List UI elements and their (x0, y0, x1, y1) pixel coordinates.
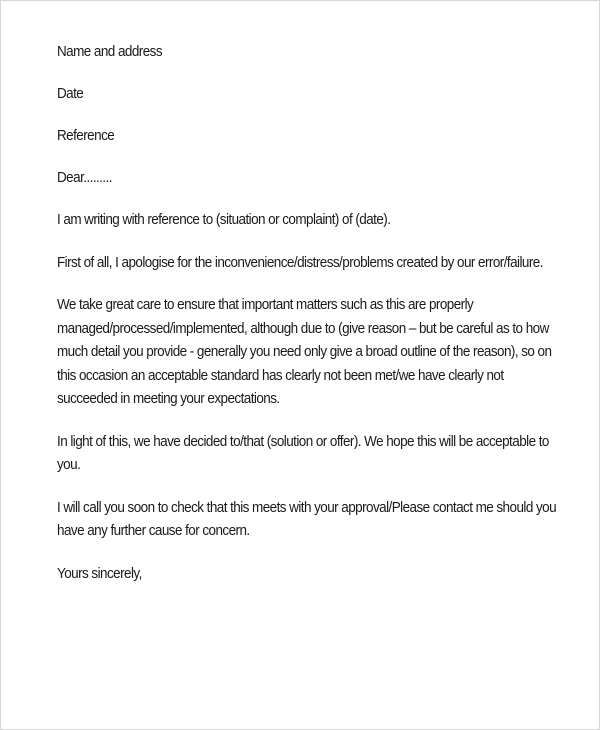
paragraph-line: I will call you soon to check that this meets with your approval/Please contact me should you (57, 499, 557, 516)
paragraph-reference (57, 209, 522, 233)
salutation: Dear......... (57, 170, 112, 186)
paragraph-line: I am writing with reference to (situation or complaint) of (date). (57, 212, 391, 228)
letter-body (57, 41, 557, 585)
paragraph-solution (57, 431, 549, 478)
paragraph-line: you. (57, 457, 81, 473)
paragraph-line: this occasion an acceptable standard has clearly not been met/we have clearly not (57, 367, 504, 384)
paragraph-line: have any further cause for concern. (57, 523, 250, 539)
date-line: Date (57, 86, 84, 102)
paragraph-explanation (57, 294, 552, 412)
paragraph-followup (57, 497, 557, 544)
paragraph-line: succeeded in meeting your expectations. (57, 391, 280, 407)
name-and-address: Name and address (57, 44, 163, 60)
reference-line: Reference (57, 128, 115, 144)
paragraph-line: We take great care to ensure that important matters such as this are properly (57, 297, 474, 313)
closing: Yours sincerely, (57, 565, 142, 582)
paragraph-line: much detail you provide - generally you need only give a broad outline of the reason), so on (57, 344, 552, 360)
paragraph-line: In light of this, we have decided to/that (solution or offer). We hope this will be acceptable to (57, 433, 549, 450)
paragraph-line: First of all, I apologise for the inconvenience/distress/problems created by our error/failure. (57, 254, 543, 271)
paragraph-line: managed/processed/implemented, although due to (give reason – but be careful as to how (57, 320, 549, 337)
paragraph-apology (57, 252, 543, 276)
